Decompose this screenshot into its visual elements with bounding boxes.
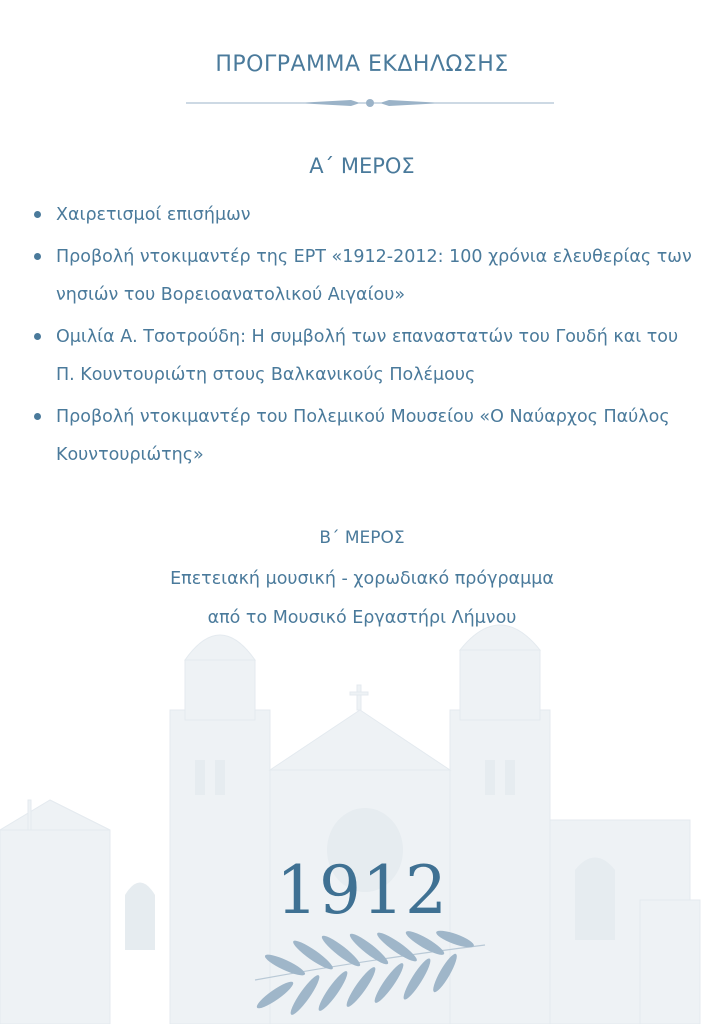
agenda-item-text: Προβολή ντοκιμαντέρ της ΕΡΤ «1912-2012: 100 χρόνια ελευθερίας των [56,247,692,267]
program-title: ΠΡΟΓΡΑΜΜΑ ΕΚΔΗΛΩΣΗΣ [215,52,509,77]
year-title: 1912 [276,852,448,929]
bullet-icon [34,333,41,340]
part-b-heading: Β΄ ΜΕΡΟΣ [319,528,405,548]
part-a-heading: Α΄ ΜΕΡΟΣ [309,154,415,178]
olive-branch-icon [245,925,495,1020]
agenda-item [34,196,694,234]
agenda-item [34,398,694,474]
bullet-icon [34,413,41,420]
agenda-item-text-cont: Π. Κουντουριώτη στους Βαλκανικούς Πολέμους [56,365,476,385]
part-b-description-line-1: Επετειακή μουσική - χορωδιακό πρόγραμμα [170,569,554,589]
agenda-item-text: Χαιρετισμοί επισήμων [56,205,251,225]
bullet-icon [34,211,41,218]
part-b-description-line-2: από το Μουσικό Εργαστήρι Λήμνου [207,608,517,628]
part-a-agenda-list [34,196,694,478]
agenda-item-text: Ομιλία Α. Τσοτρούδη: Η συμβολή των επαναστατών του Γουδή και του [56,327,679,347]
agenda-item [34,238,694,314]
agenda-item-text: Προβολή ντοκιμαντέρ του Πολεμικού Μουσείου «Ο Ναύαρχος Παύλος [56,407,670,427]
ornamental-divider-icon [186,95,554,111]
agenda-item-text-cont: νησιών του Βορειοανατολικού Αιγαίου» [56,285,406,305]
bullet-icon [34,253,41,260]
agenda-item-text-cont: Κουντουριώτης» [56,445,204,465]
agenda-item [34,318,694,394]
